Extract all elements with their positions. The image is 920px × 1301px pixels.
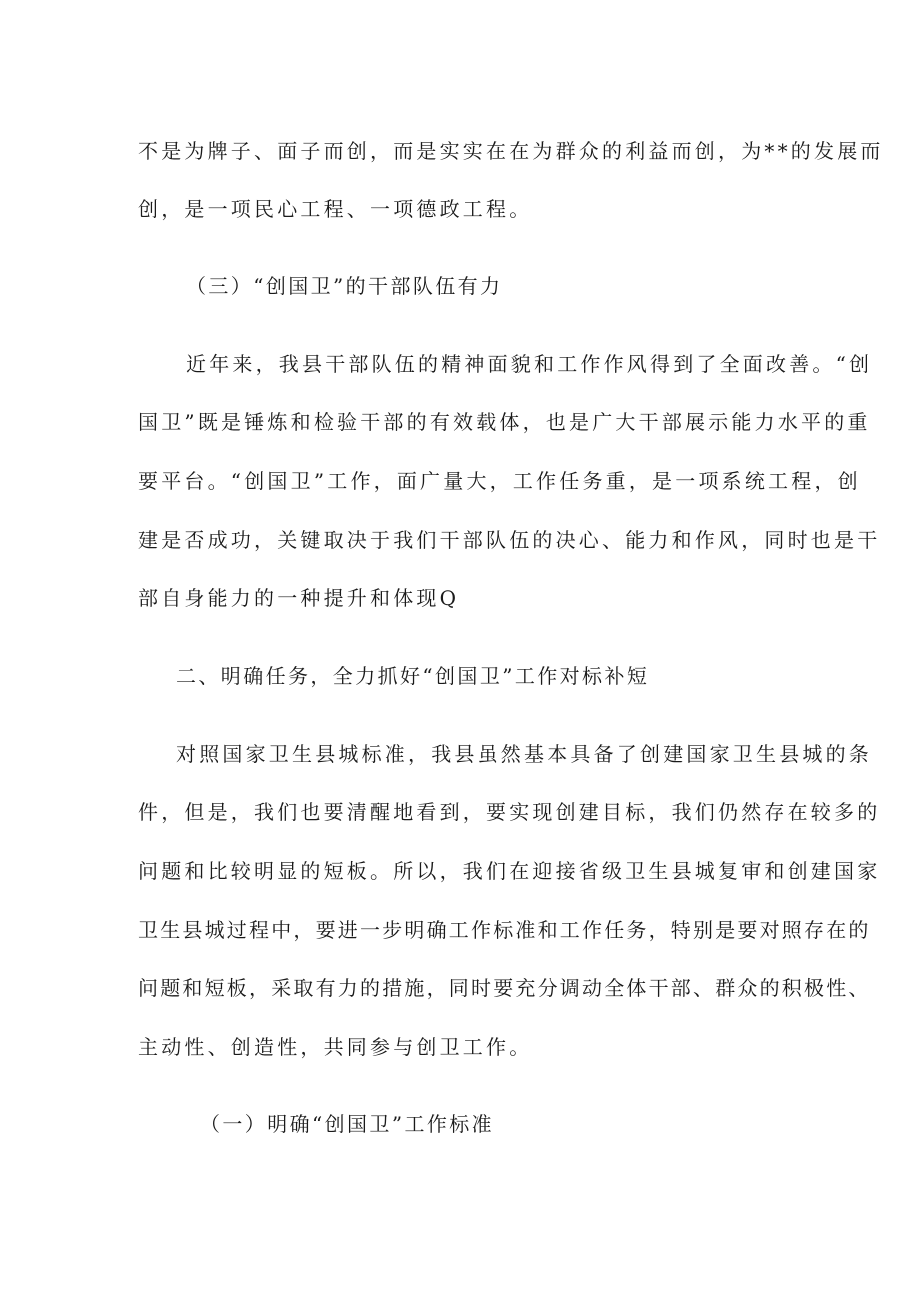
chapter-heading: 二、明确任务，全力抓好“创国卫”工作对标补短 [176, 664, 650, 688]
section-heading: （一）明确“创国卫”工作标准 [200, 1112, 495, 1136]
section-heading: （三）“创国卫”的干部队伍有力 [186, 274, 503, 298]
paragraph-line: 要平台。“创国卫”工作，面广量大，工作任务重，是一项系统工程，创 [138, 469, 861, 493]
paragraph-line: 卫生县城过程中，要进一步明确工作标准和工作任务，特别是要对照存在的 [138, 918, 871, 942]
paragraph-line: 国卫”既是锤炼和检验干部的有效载体，也是广大干部展示能力水平的重 [138, 410, 871, 434]
paragraph-line: 主动性、创造性，共同参与创卫工作。 [138, 1035, 533, 1059]
paragraph-line: 问题和短板，采取有力的措施，同时要充分调动全体干部、群众的积极性、 [138, 976, 871, 1000]
paragraph-line: 建是否成功，关键取决于我们干部队伍的决心、能力和作风，同时也是干 [138, 528, 881, 552]
paragraph-line: 不是为牌子、面子而创，而是实实在在为群众的利益而创，为**的发展而 [138, 139, 884, 163]
paragraph-line: 对照国家卫生县城标准，我县虽然基本具备了创建国家卫生县城的条 [176, 742, 872, 766]
paragraph-line: 件，但是，我们也要清醒地看到，要实现创建目标，我们仍然存在较多的 [138, 800, 881, 824]
paragraph-line: 创，是一项民心工程、一项德政工程。 [138, 197, 533, 221]
paragraph-line: 近年来，我县干部队伍的精神面貌和工作作风得到了全面改善。“创 [186, 352, 873, 376]
paragraph-line: 问题和比较明显的短板。所以，我们在迎接省级卫生县城复审和创建国家 [138, 859, 881, 883]
paragraph-line: 部自身能力的一种提升和体现Q [138, 586, 460, 610]
